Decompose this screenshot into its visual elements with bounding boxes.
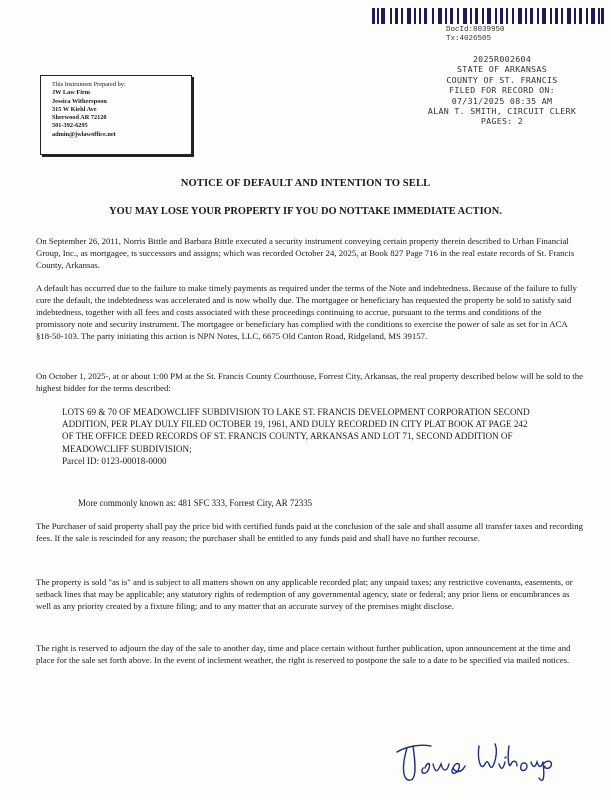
paragraph-as-is: The property is sold "as is" and is subject to all matters shown on any applicable recorded plat; any unpaid taxes; any restrictive covenants, easements, or setback lines that may be applicable; any statutory rights of redemption of any governmental agency, state or federal; any prior liens or encumbrances as well as any priority created by a fixture filing; and to any matter that an accurate survey of the premises might disclose. [36, 577, 573, 611]
paragraph-adjourn: The right is reserved to adjourn the day of the sale to another day, time and place certain without further publication, upon announcement at the time and place for the sale set forth above. In the event of inclement weather, the right is reserved to postpone the sale to a date to be specified via mailed notices. [36, 643, 571, 665]
barcode [372, 8, 604, 24]
property-address: More commonly known as: 481 SFC 333, Forrest City, AR 72335 [78, 498, 313, 508]
preparer-phone: 501-392-6295 [52, 122, 88, 130]
paragraph-conveyance: On September 26, 2011, Norris Bittle and Barbara Bittle executed a security instrument conveying certain property therein described to Urban Financial Group, Inc., as mortgagee, ts successors and assigns; which was recorded October 24, 2025, at Book 827 Page 716 in the real estate records of St. Francis County, Arkansas. [36, 236, 575, 270]
notice-title: NOTICE OF DEFAULT AND INTENTION TO SELL [180, 178, 431, 189]
preparer-address2: Sherwood AR 72120 [52, 114, 107, 122]
preparer-box [40, 75, 192, 155]
paragraph-sale-date: On October 1, 2025-, at or about 1:00 PM at the St. Francis County Courthouse, Forrest City, Arkansas, the real property described below will be sold to the highest bidder for the terms described: [36, 371, 583, 393]
paragraph-purchaser: The Purchaser of said property shall pay the price bid with certified funds paid at the conclusion of the sale and shall assume all transfer taxes and recording fees. If the sale is rescinded for any reason; the purchaser shall be entitled to any funds paid and shall have no further recourse. [36, 521, 583, 543]
preparer-address1: 315 W Kiehl Ave [52, 105, 97, 113]
preparer-firm: JW Law Firm [52, 89, 91, 97]
record-filed-label: FILED FOR RECORD ON: [449, 85, 555, 96]
preparer-email: admin@jwlawoffice.net [52, 130, 116, 138]
record-state: STATE OF ARKANSAS [456, 64, 548, 75]
notice-warning: YOU MAY LOSE YOUR PROPERTY IF YOU DO NOTTAKE IMMEDIATE ACTION. [109, 206, 502, 217]
signature [393, 738, 561, 788]
legal-description [62, 406, 532, 467]
paragraph-default: A default has occurred due to the failure to make timely payments as required under the terms of the Note and indebtedness. Because of the failure to fully cure the default, the indebtedness was accelerated and is now wholly due. The mortgagee or beneficiary has requested the property be sold to satisfy said indebtedness, together with all fees and costs associated with these proceedings continuing to accrue, pursuant to the terms and conditions of the promissory note and security instrument. The mortgagee or beneficiary has complied with the conditions to exercise the power of sale as set for in ACA §18-50-103. The party initiating this action is NPN Notes, LLC, 6675 Old Canton Road, Ridgeland, MS 39157. [36, 283, 577, 341]
tx-id: Tx:4026505 [446, 35, 492, 43]
preparer-label: This Instrument Prepared by: [52, 81, 126, 88]
record-datetime: 07/31/2025 08:35 AM [451, 95, 553, 106]
record-clerk: ALAN T. SMITH, CIRCUIT CLERK [427, 106, 577, 117]
preparer-name: Jessica Witherspoon [52, 97, 107, 105]
recording-stamp [392, 54, 611, 127]
doc-id: DocId:8039950 [446, 26, 505, 34]
record-number: 2025R002604 [472, 54, 532, 64]
parcel-id: Parcel ID: 0123-00018-0000 [62, 455, 167, 466]
record-county: COUNTY OF ST. FRANCIS [446, 74, 558, 85]
legal-text: LOTS 69 & 70 OF MEADOWCLIFF SUBDIVISION TO LAKE ST. FRANCIS DEVELOPMENT CORPORATION SECOND ADDITION, PER PLAY DULY FILED OCTOBER 19, 1961, AND DULY RECORDED IN CITY PLAT BOOK AT PAGE 242 OF THE OFFICE DEED RECORDS OF ST. FRANCIS COUNTY, ARKANSAS AND LOT 71, SECOND ADDITION OF MEADOWCLIFF SUBDIVISION; [62, 407, 530, 454]
record-pages: PAGES: 2 [480, 116, 524, 127]
doc-id-block [446, 26, 505, 44]
